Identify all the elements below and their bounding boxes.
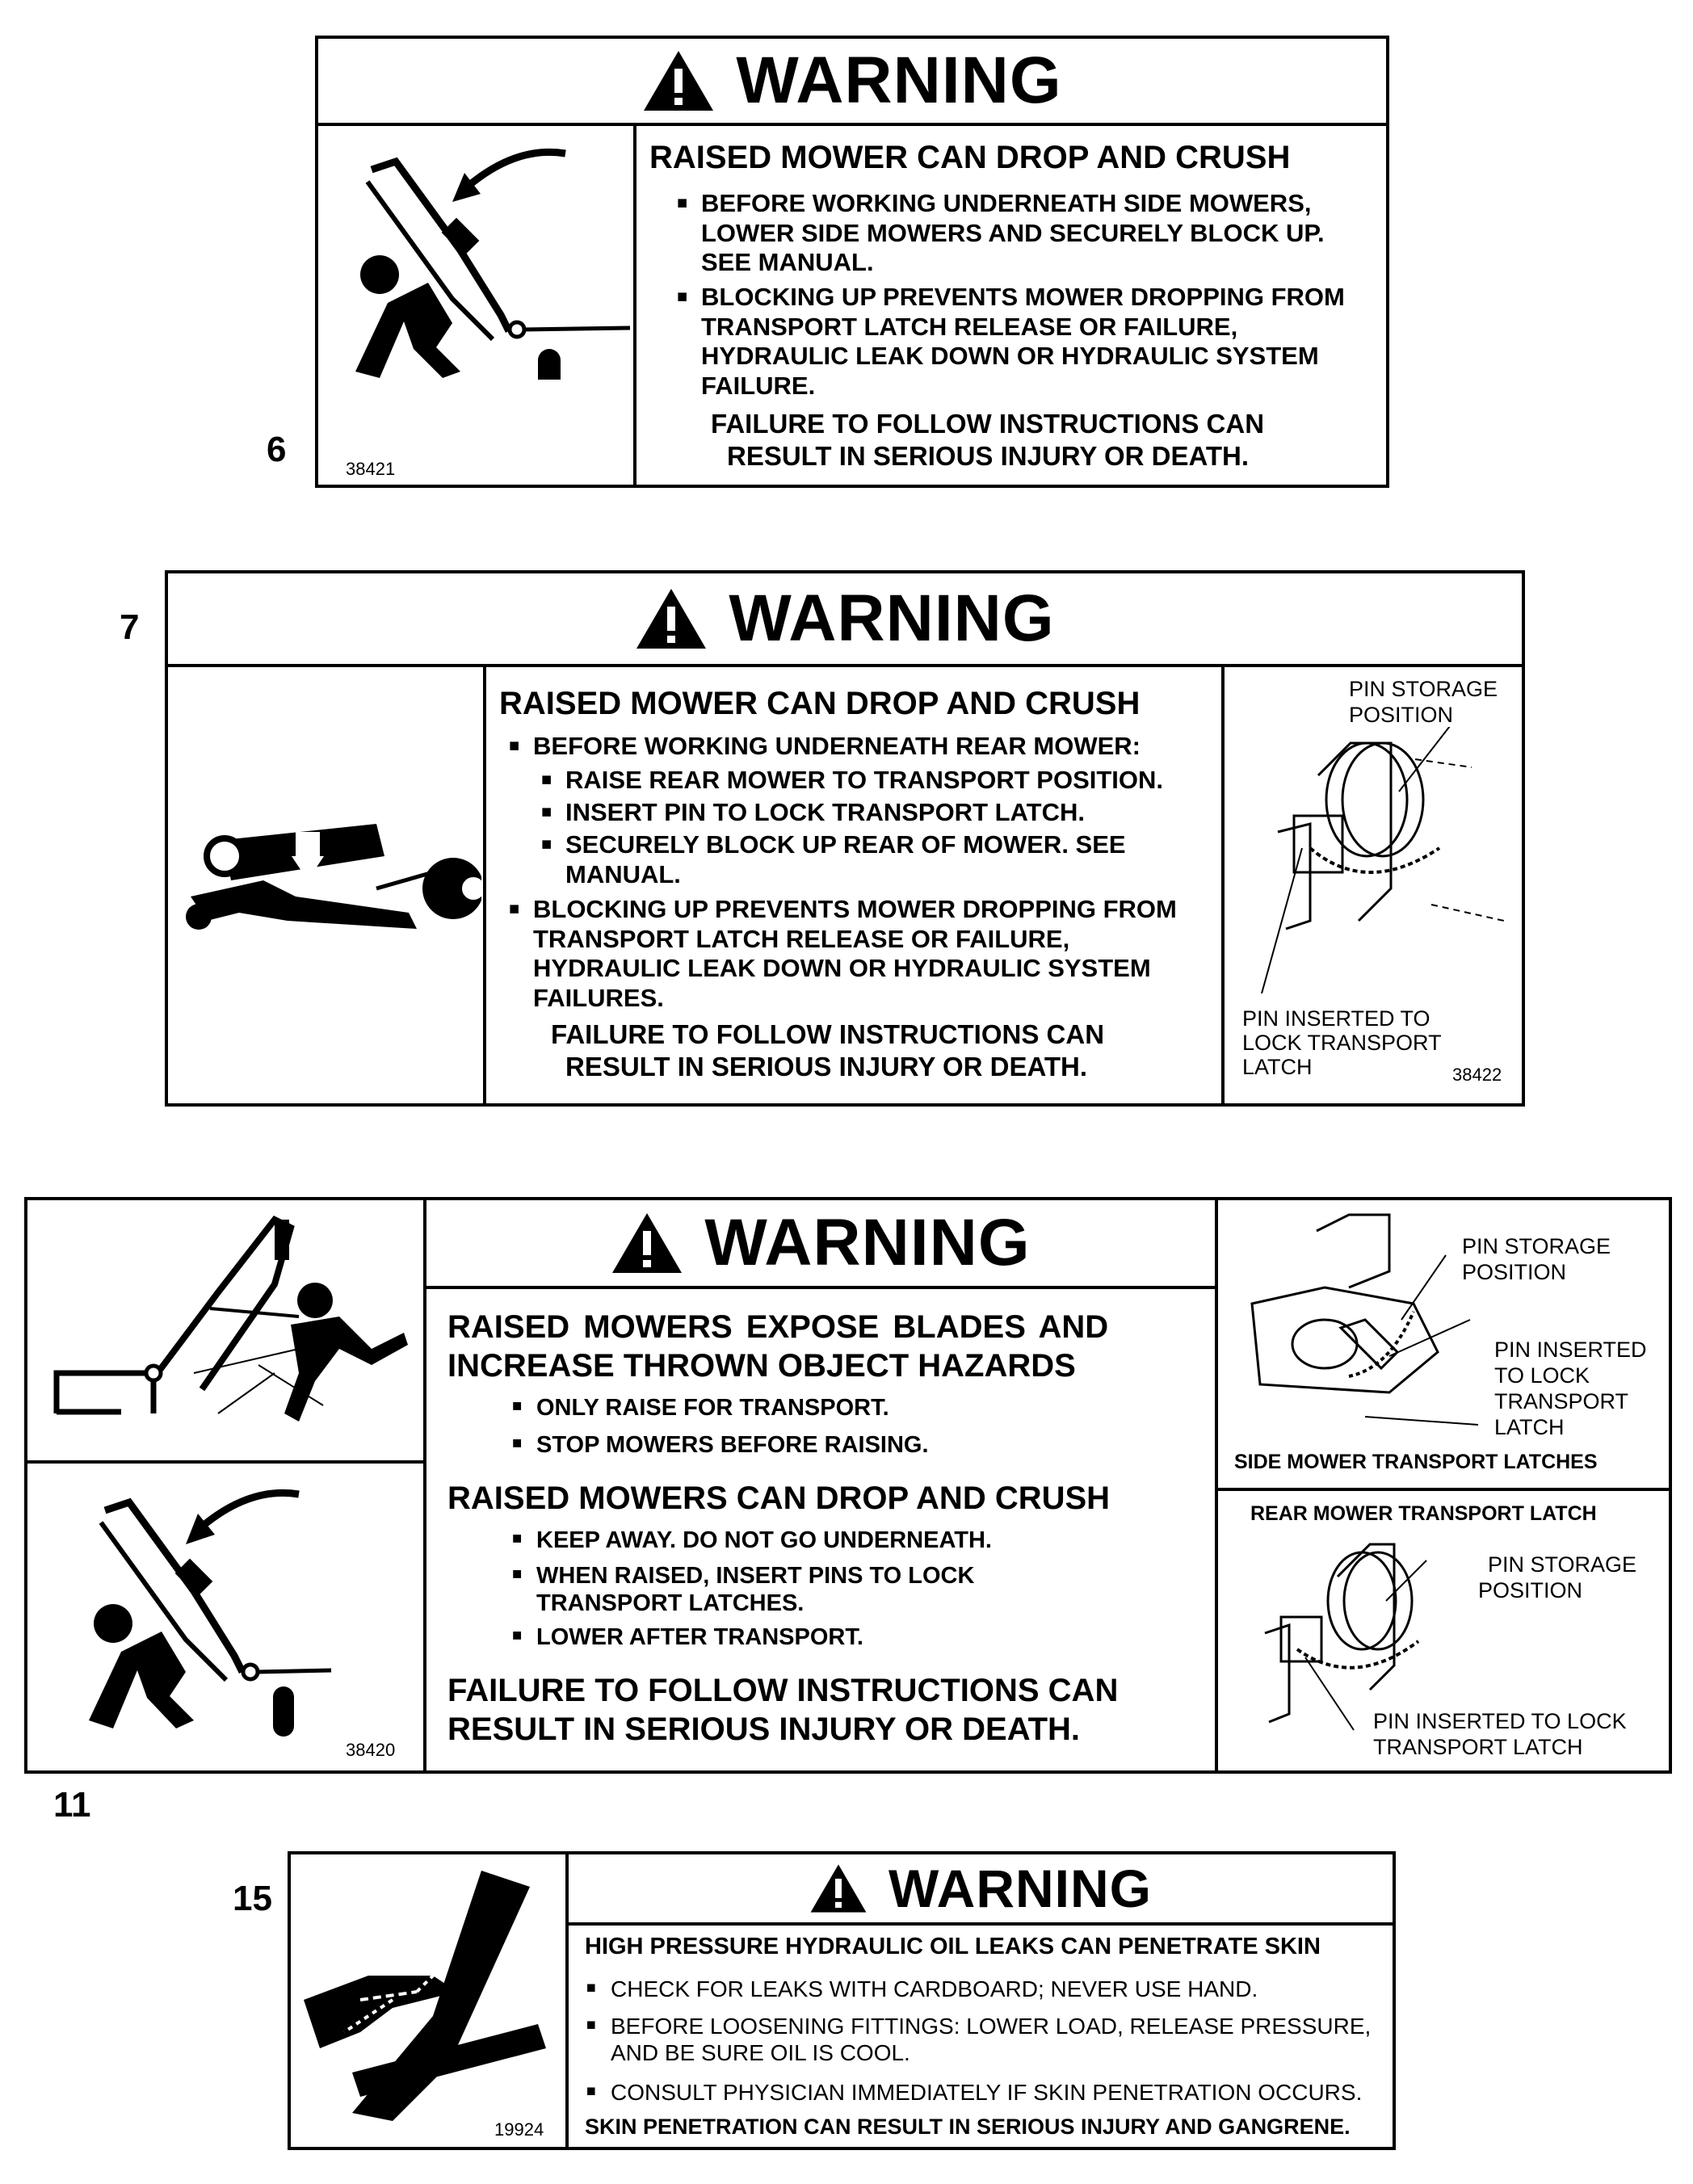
callout-label: TO LOCK	[1494, 1363, 1590, 1388]
decal-code: 38420	[346, 1740, 396, 1760]
headline: RAISED MOWER CAN DROP AND CRUSH	[649, 140, 1291, 175]
callout-label: PIN STORAGE	[1349, 677, 1498, 701]
callout-label: PIN STORAGE	[1488, 1552, 1637, 1577]
bullet: ■ LOWER AFTER TRANSPORT.	[536, 1623, 863, 1651]
warning-title: WARNING	[736, 44, 1062, 117]
bullet: ■ CONSULT PHYSICIAN IMMEDIATELY IF SKIN PENETRATION OCCURS.	[611, 2079, 1362, 2106]
callout-label: POSITION	[1462, 1260, 1567, 1284]
footer-line: RESULT IN SERIOUS INJURY OR DEATH.	[447, 1712, 1081, 1747]
bullet: ■ BEFORE WORKING UNDERNEATH REAR MOWER:	[533, 732, 1141, 762]
callout-label: LATCH	[1494, 1415, 1565, 1439]
bullet: ■ STOP MOWERS BEFORE RAISING.	[536, 1431, 929, 1459]
decal-7-header	[168, 573, 1522, 664]
decal-15-header	[569, 1854, 1393, 1922]
transport-latch-illustration	[1229, 727, 1520, 993]
divider	[483, 664, 486, 1107]
warning-title: WARNING	[704, 1206, 1031, 1279]
callout-label: LATCH	[1242, 1055, 1313, 1079]
footer-line: FAILURE TO FOLLOW INSTRUCTIONS CAN	[551, 1019, 1105, 1049]
warning-triangle-icon	[611, 1212, 683, 1275]
bullet: ■ BEFORE WORKING UNDERNEATH SIDE MOWERS, LOWER SIDE MOWERS AND SECURELY BLOCK UP. SEE MANUAL.	[701, 189, 1372, 278]
decal-number: 7	[120, 607, 140, 647]
divider	[315, 123, 1389, 126]
divider	[1215, 1488, 1672, 1491]
footer-line: FAILURE TO FOLLOW INSTRUCTIONS CAN	[447, 1673, 1119, 1708]
decal-11-header	[426, 1200, 1215, 1286]
callout-label: POSITION	[1478, 1578, 1583, 1602]
footer-line: FAILURE TO FOLLOW INSTRUCTIONS CAN	[711, 409, 1265, 439]
decal-code: 38422	[1452, 1065, 1502, 1085]
warning-triangle-icon	[635, 587, 708, 650]
callout-label: PIN INSERTED	[1494, 1338, 1647, 1362]
callout-label: PIN INSERTED TO LOCK	[1373, 1709, 1627, 1733]
warning-triangle-icon	[809, 1863, 868, 1914]
footer-line: RESULT IN SERIOUS INJURY OR DEATH.	[565, 1052, 1088, 1082]
headline: INCREASE THROWN OBJECT HAZARDS	[447, 1348, 1076, 1384]
divider	[1215, 1197, 1218, 1774]
divider	[423, 1286, 1218, 1289]
bullet: ■ BLOCKING UP PREVENTS MOWER DROPPING FROM TRANSPORT LATCH RELEASE OR FAILURE, HYDRAULIC LEAK DOWN OR HYDRAULIC SYSTEM FAILURES.	[533, 895, 1212, 1013]
bullet: ■ CHECK FOR LEAKS WITH CARDBOARD; NEVER USE HAND.	[611, 1976, 1258, 2002]
decal-code: 19924	[494, 2119, 544, 2140]
rear-caption: REAR MOWER TRANSPORT LATCH	[1250, 1502, 1597, 1525]
callout-label: PIN STORAGE	[1462, 1234, 1611, 1258]
thrown-object-pictogram	[32, 1212, 420, 1446]
sub-bullet: ■ INSERT PIN TO LOCK TRANSPORT LATCH.	[565, 798, 1085, 828]
headline: RAISED MOWERS EXPOSE BLADES AND	[447, 1309, 1109, 1345]
hydraulic-injection-pictogram	[296, 1871, 562, 2121]
callout-label: TRANSPORT LATCH	[1373, 1735, 1583, 1759]
side-caption: SIDE MOWER TRANSPORT LATCHES	[1234, 1451, 1598, 1473]
decal-code: 38421	[346, 459, 396, 479]
divider	[165, 664, 1525, 667]
divider	[565, 1922, 1396, 1926]
callout-label: PIN INSERTED TO	[1242, 1006, 1430, 1031]
divider	[633, 123, 636, 488]
side-latch-illustration	[1228, 1207, 1486, 1449]
warning-title: WARNING	[729, 582, 1055, 655]
bullet: ■ KEEP AWAY. DO NOT GO UNDERNEATH.	[536, 1527, 992, 1554]
bullet-continuation: AND BE SURE OIL IS COOL.	[611, 2040, 910, 2065]
headline: HIGH PRESSURE HYDRAULIC OIL LEAKS CAN PENETRATE SKIN	[585, 1934, 1321, 1959]
bullet: ■ BLOCKING UP PREVENTS MOWER DROPPING FROM TRANSPORT LATCH RELEASE OR FAILURE, HYDRAULIC LEAK DOWN OR HYDRAULIC SYSTEM FAILURE.	[701, 283, 1372, 401]
callout-label: POSITION	[1349, 703, 1454, 727]
crush-hazard-pictogram	[65, 1478, 339, 1737]
bullet: ■ ONLY RAISE FOR TRANSPORT.	[536, 1394, 889, 1422]
sub-bullet: ■ RAISE REAR MOWER TO TRANSPORT POSITION.	[565, 766, 1163, 796]
divider	[24, 1460, 426, 1464]
callout-label: LOCK TRANSPORT	[1242, 1031, 1442, 1055]
crush-hazard-pictogram	[323, 137, 630, 380]
warning-triangle-icon	[642, 49, 715, 112]
decal-number: 6	[267, 430, 287, 469]
callout-label: TRANSPORT	[1494, 1389, 1629, 1413]
rear-mower-crush-pictogram	[174, 808, 481, 969]
divider	[1221, 664, 1225, 1107]
bullet: ■ BEFORE LOOSENING FITTINGS: LOWER LOAD, RELEASE PRESSURE,	[611, 2013, 1371, 2039]
sub-bullet: ■ SECURELY BLOCK UP REAR OF MOWER. SEE MANUAL.	[565, 830, 1195, 889]
bullet: ■ WHEN RAISED, INSERT PINS TO LOCK TRANSPORT LATCHES.	[536, 1562, 989, 1617]
headline: RAISED MOWERS CAN DROP AND CRUSH	[447, 1480, 1111, 1516]
footer-line: SKIN PENETRATION CAN RESULT IN SERIOUS INJURY AND GANGRENE.	[585, 2115, 1351, 2139]
decal-6-header	[318, 39, 1386, 123]
footer-line: RESULT IN SERIOUS INJURY OR DEATH.	[727, 441, 1250, 471]
headline: RAISED MOWER CAN DROP AND CRUSH	[499, 686, 1141, 721]
warning-title: WARNING	[889, 1858, 1152, 1918]
decal-number: 15	[233, 1879, 272, 1918]
decal-number: 11	[53, 1785, 91, 1825]
